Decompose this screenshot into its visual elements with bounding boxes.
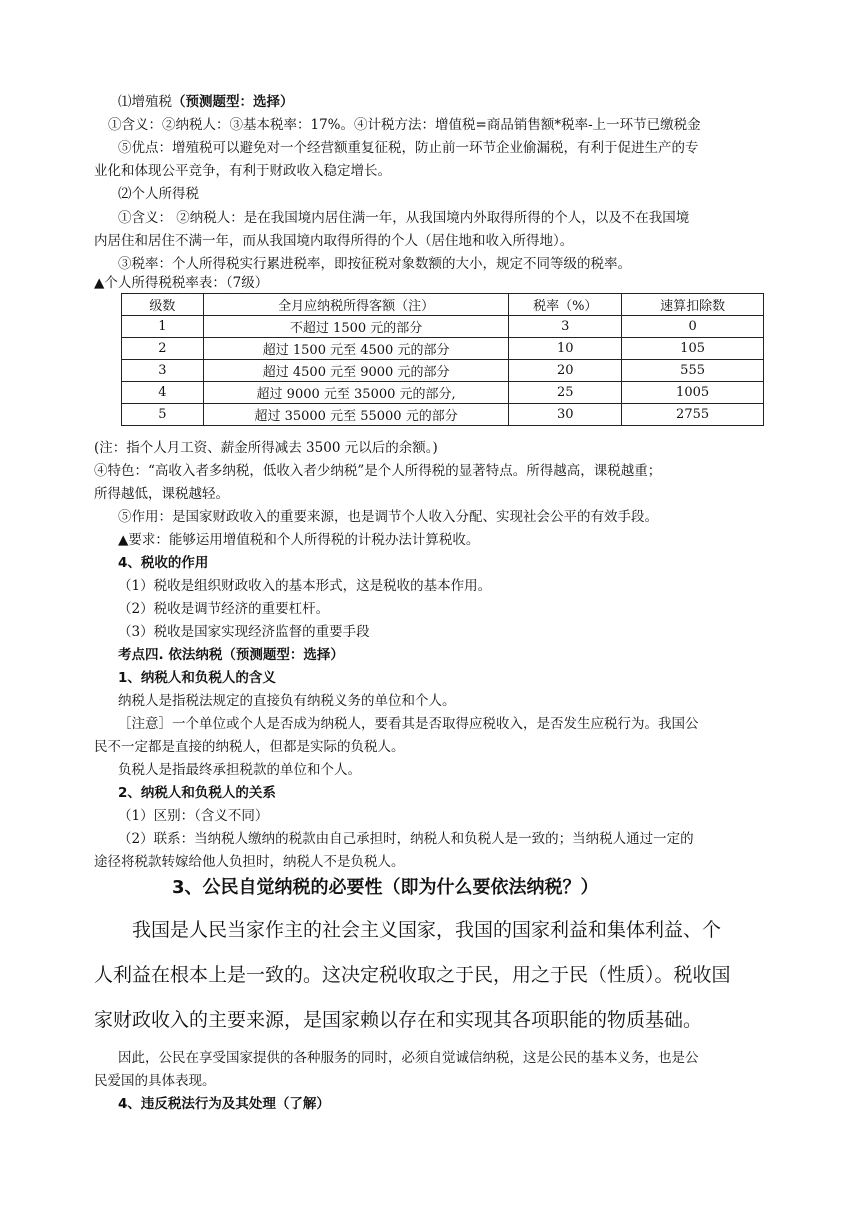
table-cell: 555 bbox=[622, 360, 764, 382]
big-paragraph-line: 人利益在根本上是一致的。这决定税收取之于民，用之于民（性质）。税收国 bbox=[94, 964, 731, 986]
violation-heading: 4、违反税法行为及其处理（了解） bbox=[118, 1096, 330, 1112]
table-cell: 4 bbox=[122, 382, 204, 404]
big-paragraph-line: 家财政收入的主要来源，是国家赖以存在和实现其各项职能的物质基础。 bbox=[94, 1009, 703, 1031]
list-item: （1）区别：（含义不同） bbox=[118, 808, 269, 824]
table-cell: 3 bbox=[509, 316, 622, 338]
table-cell: 超过 1500 元至 4500 元的部分 bbox=[203, 338, 508, 360]
table-cell: 0 bbox=[622, 316, 764, 338]
table-row bbox=[122, 338, 764, 360]
table-cell: 105 bbox=[622, 338, 764, 360]
table-header-cell: 税率（%） bbox=[509, 294, 622, 316]
note-line-2: 民不一定都是直接的纳税人，但都是实际的负税人。 bbox=[94, 739, 405, 755]
income-tax-paragraph-2: 内居住和居住不满一年，而从我国境内取得所得的个人（居住地和收入所得地）。 bbox=[94, 233, 574, 249]
table-header-row bbox=[122, 294, 764, 316]
relationship-heading: 2、纳税人和负税人的关系 bbox=[118, 785, 276, 801]
table-cell: 20 bbox=[509, 360, 622, 382]
note-line: ［注意］一个单位或个人是否成为纳税人，要看其是否取得应税收入，是否发生应税行为。我国公 bbox=[118, 716, 699, 732]
vat-advantage-line-2: 业化和体现公平竞争，有利于财政收入稳定增长。 bbox=[94, 163, 391, 179]
table-row bbox=[122, 316, 764, 338]
tax-bearer-definition: 负税人是指最终承担税款的单位和个人。 bbox=[118, 762, 361, 778]
definition-heading: 1、纳税人和负税人的含义 bbox=[118, 670, 276, 686]
vat-heading-question-type: （预测题型：选择） bbox=[172, 94, 294, 110]
list-item: （2）税收是调节经济的重要杠杆。 bbox=[118, 601, 330, 617]
table-cell: 超过 9000 元至 35000 元的部分, bbox=[203, 382, 508, 404]
table-cell: 3 bbox=[122, 360, 204, 382]
exam-point-heading: 考点四. 依法纳税（预测题型：选择） bbox=[118, 647, 344, 663]
list-item: （3）税收是国家实现经济监督的重要手段 bbox=[118, 624, 370, 640]
table-cell: 2 bbox=[122, 338, 204, 360]
section-heading: 3、公民自觉纳税的必要性（即为什么要依法纳税？） bbox=[172, 877, 599, 898]
big-paragraph-line: 我国是人民当家作主的社会主义国家，我国的国家利益和集体利益、个 bbox=[132, 919, 722, 941]
table-cell: 5 bbox=[122, 404, 204, 426]
table-cell: 不超过 1500 元的部分 bbox=[203, 316, 508, 338]
income-tax-paragraph: ①含义： ②纳税人：是在我国境内居住满一年，从我国境内外取得所得的个人，以及不在我国境 bbox=[118, 210, 690, 226]
table-note: (注：指个人月工资、薪金所得减去 3500 元以后的余额。) bbox=[94, 440, 438, 456]
table-row bbox=[122, 360, 764, 382]
conclusion-line: 因此，公民在享受国家提供的各种服务的同时，必须自觉诚信纳税，这是公民的基本义务，也是公 bbox=[118, 1050, 699, 1066]
table-cell: 2755 bbox=[622, 404, 764, 426]
income-tax-heading: ⑵个人所得税 bbox=[118, 186, 199, 202]
income-tax-rate-line: ③税率：个人所得税实行累进税率，即按征税对象数额的大小，规定不同等级的税率。 bbox=[118, 256, 631, 272]
tax-function-heading: 4、税收的作用 bbox=[118, 555, 209, 571]
table-cell: 25 bbox=[509, 382, 622, 404]
vat-heading bbox=[118, 94, 294, 110]
list-item: （1）税收是组织财政收入的基本形式，这是税收的基本作用。 bbox=[118, 578, 492, 594]
table-row bbox=[122, 382, 764, 404]
table-cell: 1005 bbox=[622, 382, 764, 404]
requirement-line: ▲要求：能够运用增值税和个人所得税的计税办法计算税收。 bbox=[118, 532, 480, 548]
role-line: ⑤作用：是国家财政收入的重要来源，也是调节个人收入分配、实现社会公平的有效手段。 bbox=[118, 509, 658, 525]
vat-advantage-line: ⑤优点：增殖税可以避免对一个经营额重复征税，防止前一环节企业偷漏税，有利于促进生产的专 bbox=[118, 140, 699, 156]
feature-line: ④特色：“高收入者多纳税，低收入者少纳税”是个人所得税的显著特点。所得越高，课税越重； bbox=[94, 463, 662, 479]
table-cell: 10 bbox=[509, 338, 622, 360]
table-cell: 超过 35000 元至 55000 元的部分 bbox=[203, 404, 508, 426]
table-cell: 1 bbox=[122, 316, 204, 338]
taxpayer-definition: 纳税人是指税法规定的直接负有纳税义务的单位和个人。 bbox=[118, 693, 456, 709]
table-header-cell: 全月应纳税所得客额（注） bbox=[203, 294, 508, 316]
tax-table-title: ▲个人所得税税率表：（7级） bbox=[94, 275, 269, 291]
table-header-cell: 速算扣除数 bbox=[622, 294, 764, 316]
feature-line-2: 所得越低，课税越轻。 bbox=[94, 486, 229, 502]
table-cell: 超过 4500 元至 9000 元的部分 bbox=[203, 360, 508, 382]
vat-definition-line: ①含义：②纳税人：③基本税率：17%。④计税方法：增值税=商品销售额*税率-上一环节已缴税金 bbox=[108, 117, 701, 133]
table-cell: 30 bbox=[509, 404, 622, 426]
income-tax-rate-table bbox=[121, 293, 764, 426]
list-item-continued: 途径将税款转嫁给他人负担时，纳税人不是负税人。 bbox=[94, 854, 405, 870]
table-row bbox=[122, 404, 764, 426]
vat-heading-title: ⑴增殖税 bbox=[118, 94, 172, 110]
table-header-cell: 级数 bbox=[122, 294, 204, 316]
conclusion-line-2: 民爱国的具体表现。 bbox=[94, 1073, 216, 1089]
list-item: （2）联系：当纳税人缴纳的税款由自己承担时，纳税人和负税人是一致的；当纳税人通过一定的 bbox=[118, 831, 694, 847]
